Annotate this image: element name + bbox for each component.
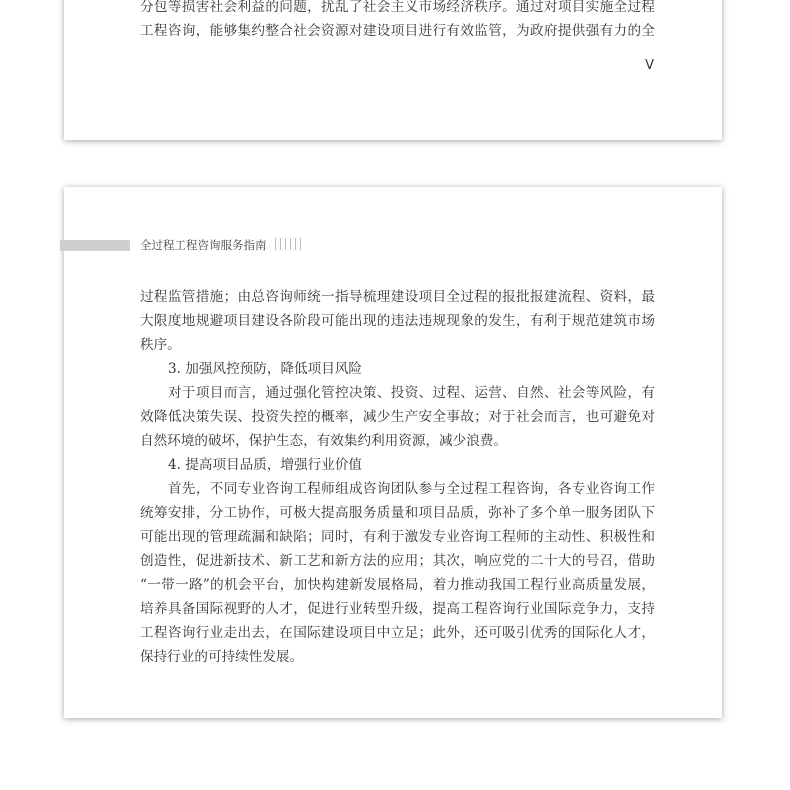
body-text-line: “一带一路”的机会平台，加快构建新发展格局，着力推动我国工程行业高质量发展， bbox=[140, 577, 655, 593]
section-heading: 3. 加强风控预防，降低项目风险 bbox=[168, 361, 363, 377]
body-text-line: 自然环境的破坏，保护生态，有效集约利用资源，减少浪费。 bbox=[140, 433, 508, 449]
body-text-line: 工程咨询，能够集约整合社会资源对建设项目进行有效监管，为政府提供强有力的全 bbox=[140, 23, 655, 39]
body-text-line: 秩序。 bbox=[140, 337, 181, 353]
document-page-previous bbox=[64, 0, 722, 140]
body-text-line: 对于项目而言，通过强化管控决策、投资、过程、运营、自然、社会等风险，有 bbox=[168, 385, 655, 401]
document-page-current bbox=[64, 187, 722, 718]
body-text-line: 分包等损害社会利益的问题，扰乱了社会主义市场经济秩序。通过对项目实施全过程 bbox=[140, 0, 655, 15]
body-text-line: 大限度地规避项目建设各阶段可能出现的违法违规现象的发生，有利于规范建筑市场 bbox=[140, 313, 655, 329]
running-header-title: 全过程工程咨询服务指南 bbox=[140, 238, 267, 252]
body-text-line: 可能出现的管理疏漏和缺陷；同时，有利于激发专业咨询工程师的主动性、积极性和 bbox=[140, 529, 655, 545]
section-heading: 4. 提高项目品质，增强行业价值 bbox=[168, 457, 363, 473]
body-text-line: 效降低决策失误、投资失控的概率，减少生产安全事故；对于社会而言，也可避免对 bbox=[140, 409, 655, 425]
body-text-line: 首先，不同专业咨询工程师组成咨询团队参与全过程工程咨询，各专业咨询工作 bbox=[168, 481, 655, 497]
body-text-line: 统筹安排，分工协作，可极大提高服务质量和项目品质，弥补了多个单一服务团队下 bbox=[140, 505, 655, 521]
body-text-line: 保持行业的可持续性发展。 bbox=[140, 649, 304, 665]
running-header-bar bbox=[60, 240, 130, 251]
body-text-line: 工程咨询行业走出去，在国际建设项目中立足；此外，还可吸引优秀的国际化人才， bbox=[140, 625, 655, 641]
body-text-line: 培养具备国际视野的人才，促进行业转型升级，提高工程咨询行业国际竞争力，支持 bbox=[140, 601, 655, 617]
body-text-line: 创造性，促进新技术、新工艺和新方法的应用；其次，响应党的二十大的号召，借助 bbox=[140, 553, 655, 569]
body-text-line: 过程监管措施；由总咨询师统一指导梳理建设项目全过程的报批报建流程、资料，最 bbox=[140, 289, 655, 305]
page-number: V bbox=[645, 58, 654, 73]
running-header-marks bbox=[275, 238, 303, 250]
